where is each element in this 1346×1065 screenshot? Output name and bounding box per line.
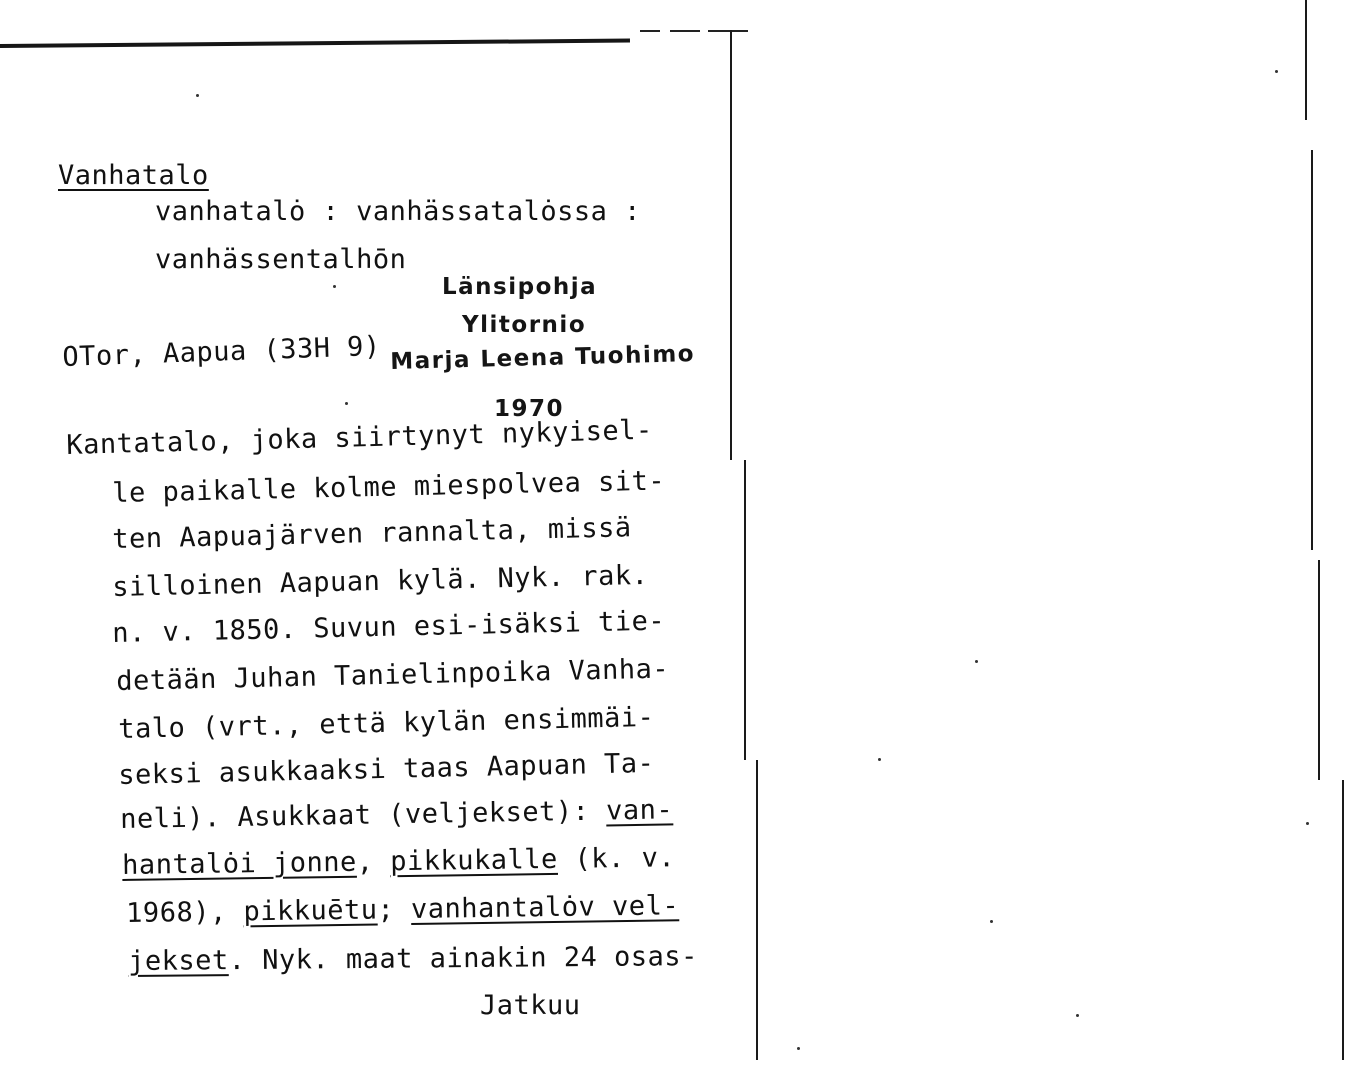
underlined-name: van- [605,794,674,827]
speck [797,1047,800,1050]
body-line [120,796,673,833]
body-text: (k. v. [557,842,676,875]
body-line: silloinen Aapuan kylä. Nyk. rak. [111,559,649,603]
card-edge-line [1311,150,1313,550]
card-top-dash [640,30,660,32]
body-line [126,892,679,927]
body-line: ten Aapuajärven rannalta, missä [111,512,632,555]
stamp-collector: Marja Leena Tuohimo [390,341,696,375]
body-line: detään Juhan Tanielinpoika Vanha- [115,653,670,697]
body-line: le paikalle kolme miespolvea sit- [111,465,666,509]
card-edge-line [730,30,732,460]
body-line: talo (vrt., että kylän ensimmäi- [117,701,655,745]
underlined-name: pikkukalle [390,843,559,878]
underlined-name: jekset [127,945,229,977]
card-edge-line [1342,780,1344,1060]
body-line: Kantatalo, joka siirtynyt nykyisel- [65,414,654,461]
dialect-form-line: vanhässentalhōn [155,244,407,275]
stamp-region: Länsipohja [442,274,598,300]
entry-heading: Vanhatalo [58,160,209,191]
card-edge-line [744,460,746,760]
card-top-dash [670,30,700,32]
speck [1076,1014,1079,1017]
card-top-rule [0,39,630,48]
continuation-note: Jatkuu [480,990,581,1021]
card-edge-line [1318,560,1320,780]
card-edge-line [1305,0,1307,120]
body-text: . Nyk. maat ainakin 24 osas- [228,941,698,977]
speck [1306,822,1309,825]
body-line [122,844,675,879]
speck [345,402,348,405]
body-line: n. v. 1850. Suvun esi-isäksi tie- [111,605,666,649]
underlined-name: pikkuētu [243,894,378,928]
body-text: , [356,846,391,878]
speck [990,920,993,923]
body-line [128,943,698,975]
stamp-parish: Ylitornio [462,312,587,338]
underlined-name: hantalȯi jonne [121,846,357,881]
underlined-name: vanhantalȯv vel- [410,890,680,926]
speck [975,660,978,663]
stamp-year: 1970 [494,396,565,422]
body-text: 1968), [125,896,244,929]
dialect-form-line: vanhatalȯ : vanhässatalȯssa : [155,196,641,227]
speck [878,758,881,761]
speck [1275,70,1278,73]
body-text: ; [377,894,412,926]
source-reference: OTor, Aapua (33H 9) [61,330,382,373]
speck [196,94,199,97]
speck [333,285,336,288]
body-text: neli). Asukkaat (veljekset): [119,795,607,835]
card-top-dash [708,30,748,32]
card-edge-line [756,760,758,1060]
body-line: seksi asukkaaksi taas Aapuan Ta- [117,747,655,791]
